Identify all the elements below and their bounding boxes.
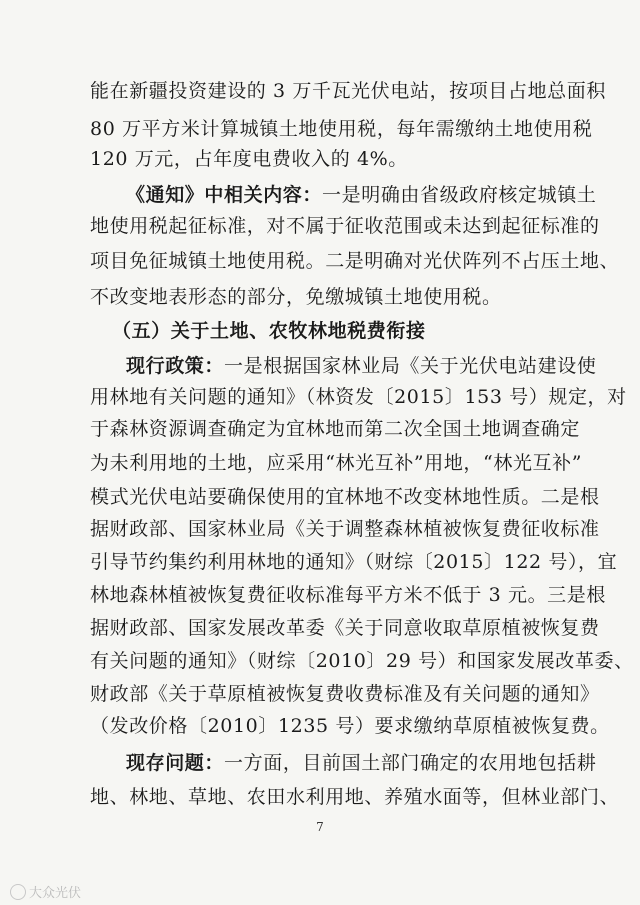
text-line: 80 万平方米计算城镇土地使用税，每年需缴纳土地使用税	[90, 118, 593, 140]
page-number: 7	[316, 820, 324, 834]
text-line: 不改变地表形态的部分，免缴城镇土地使用税。	[90, 286, 502, 308]
text-span: 一是明确由省级政府核定城镇土	[322, 184, 597, 206]
paragraph-lead: 《通知》中相关内容：	[126, 184, 323, 206]
text-line: 据财政部、国家发展改革委《关于同意收取草原植被恢复费	[90, 617, 600, 639]
text-line: 据财政部、国家林业局《关于调整森林植被恢复费征收标准	[90, 518, 600, 540]
text-line: 模式光伏电站要确保使用的宜林地不改变林地性质。二是根	[90, 486, 600, 508]
text-line	[126, 184, 596, 206]
watermark-logo-icon	[10, 884, 26, 900]
text-line: 能在新疆投资建设的 3 万千瓦光伏电站，按项目占地总面积	[90, 80, 606, 102]
text-line: 项目免征城镇土地使用税。二是明确对光伏阵列不占压土地、	[90, 250, 620, 272]
text-line: 地、林地、草地、农田水利用地、养殖水面等，但林业部门、	[90, 786, 620, 808]
text-span: 一是根据国家林业局《关于光伏电站建设使	[224, 355, 597, 377]
text-line: 引导节约集约利用林地的通知》（财综〔2015〕122 号），宜	[90, 551, 618, 573]
text-line: 财政部《关于草原植被恢复费收费标准及有关问题的通知》	[90, 683, 600, 705]
watermark	[10, 882, 81, 901]
text-line: 地使用税起征标准，对不属于征收范围或未达到起征标准的	[90, 215, 600, 237]
text-line: 用林地有关问题的通知》（林资发〔2015〕153 号）规定，对	[90, 386, 627, 408]
paragraph-lead: 现行政策：	[126, 355, 225, 377]
text-line: 为未利用地的土地，应采用“林光互补”用地，“林光互补”	[90, 452, 583, 474]
text-line: （发改价格〔2010〕1235 号）要求缴纳草原植被恢复费。	[90, 715, 610, 737]
watermark-text: 大众光伏	[29, 886, 82, 901]
text-line: 林地森林植被恢复费征收标准每平方米不低于 3 元。三是根	[90, 584, 606, 606]
text-line	[126, 355, 596, 377]
text-line	[126, 752, 596, 774]
section-heading: （五）关于土地、农牧林地税费衔接	[112, 320, 426, 342]
text-line: 于森林资源调查确定为宜林地而第二次全国土地调查确定	[90, 418, 581, 440]
text-line: 120 万元，占年度电费收入的 4%。	[90, 148, 408, 170]
text-line: 有关问题的通知》（财综〔2010〕29 号）和国家发展改革委、	[90, 650, 634, 672]
paragraph-lead: 现存问题：	[126, 752, 225, 774]
text-span: 一方面，目前国土部门确定的农用地包括耕	[224, 752, 597, 774]
